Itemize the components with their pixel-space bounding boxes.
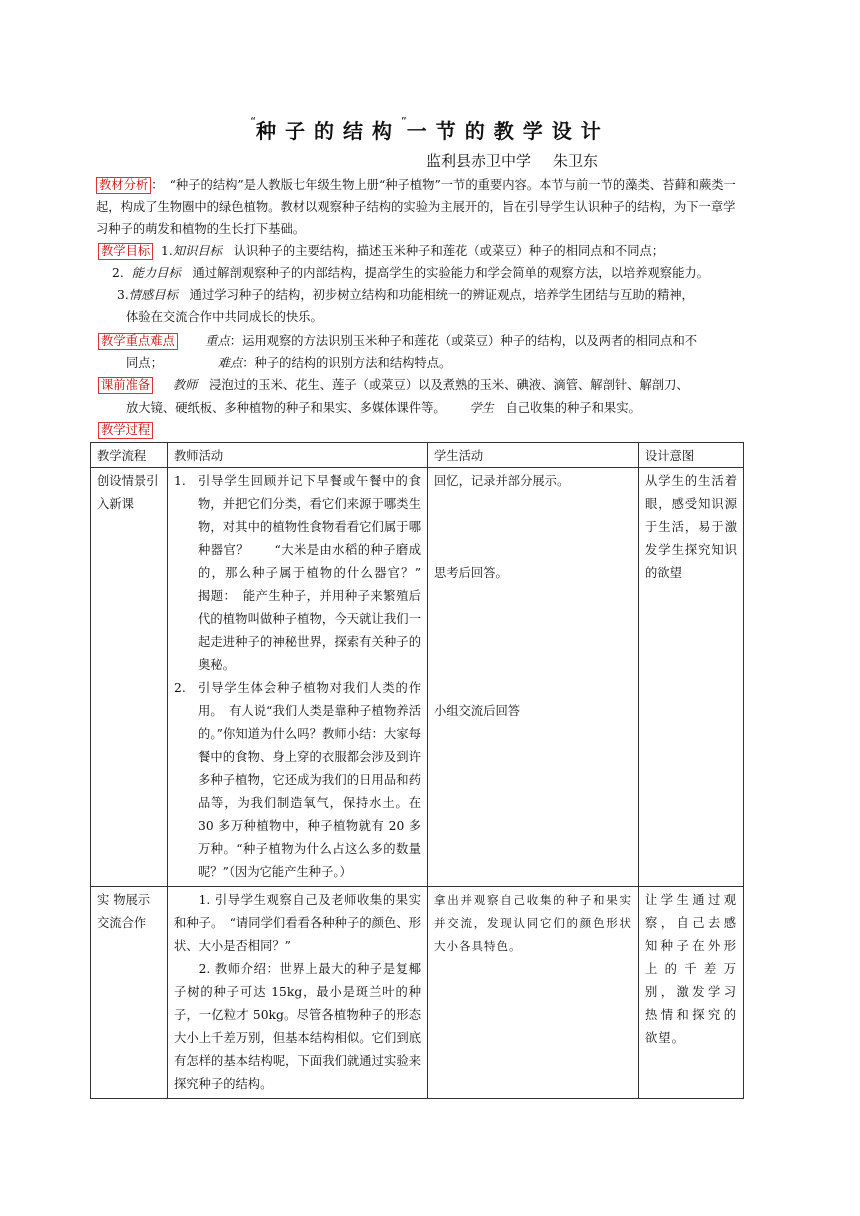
stage-cell: 创设情景引入新课 [91, 468, 168, 887]
title-main: 种子的结构 [256, 119, 401, 143]
stage-cell: 实 物展示交流合作 [91, 887, 168, 1099]
difficult-point-name: 难点 [217, 356, 243, 370]
item-text: 引导学生体会种子植物对我们人类的作用。 有人说“我们人类是靠种子植物养活的。”你知道为什么吗？教师小结：大家每餐中的食物、身上穿的衣服都会涉及到许多种子植物，它还成为我们的日用品和药品等，为我们制造氧气，保持水土。在 30 多万种植物中，种子植物就有 20 多万种。“种子植物为什么占这么多的数量呢？”（因为它能产生种子。） [198, 681, 421, 879]
header-student: 学生活动 [428, 443, 639, 468]
preparation [98, 374, 689, 396]
author-school: 监利县赤卫中学 [426, 152, 532, 170]
intent-cell: 让学生通过观察，自己去感知种子在外形上的千差万别，激发学习热情和探究的欲望。 [639, 887, 744, 1099]
list-item [174, 677, 421, 884]
goal-3-name: 情感目标 [128, 288, 178, 302]
difficult-points [126, 352, 451, 374]
header-teacher: 教师活动 [168, 443, 428, 468]
key-label: 教学重点难点 [98, 333, 178, 350]
prep-teacher-name: 教师 [172, 378, 198, 392]
table-header-row [91, 443, 744, 468]
difficult-point-text: ：种子的结构的识别方法和结构特点。 [242, 356, 452, 370]
goal-3-num: 3. [117, 288, 129, 302]
student-activity: 回忆，记录并部分展示。 [434, 474, 570, 488]
prep-student-name: 学生 [469, 401, 494, 415]
goal-3-cont: 体验在交流合作中共同成长的快乐。 [126, 310, 323, 324]
goal-1-name: 知识目标 [172, 244, 222, 258]
analysis-text: ： “种子的结构”是人教版七年级生物上册“种子植物”一节的重要内容。本节与前一节的藻类、苔藓和蕨类一起，构成了生物圈中的绿色植物。教材以观察种子结构的实验为主展开的，旨在引导学生认识种子的结构，为下一章学习种子的萌发和植物的生长打下基础。 [96, 178, 736, 236]
key-point-name: 重点 [205, 334, 230, 348]
header-intent: 设计意图 [639, 443, 744, 468]
student-cell [428, 468, 639, 887]
key-point-cont: 同点； [126, 356, 163, 370]
goal-1-num: 1. [161, 244, 173, 258]
title-quote-open: “ [250, 115, 256, 128]
page-title [0, 115, 860, 144]
process-table [90, 442, 744, 1099]
teacher-cell [168, 468, 434, 887]
goal-1-text: 认识种子的主要结构，描述玉米种子和莲花（或菜豆）种子的相同点和不同点； [233, 244, 665, 258]
goal-1 [98, 240, 664, 262]
goal-2-name: 能力目标 [131, 266, 181, 280]
prep-teacher-text: 浸泡过的玉米、花生、莲子（或菜豆）以及煮熟的玉米、碘液、滴管、解剖针、解剖刀、 [209, 378, 689, 392]
table-row [91, 887, 744, 1099]
intent-cell: 从学生的生活着眼，感受知识源于生活，易于激发学生探究知识的欲望 [639, 468, 744, 887]
prep-label: 课前准备 [98, 377, 153, 394]
preparation-cont [126, 397, 641, 419]
header-stage: 教学流程 [91, 443, 168, 468]
item-num: 1. [174, 474, 186, 488]
student-activity: 思考后回答。 [434, 566, 508, 580]
item-num: 2. [174, 681, 186, 695]
teacher-activity: 2. 教师介绍：世界上最大的种子是复椰子树的种子可达 15kg，最小是斑兰叶的种子，一亿粒才 50kg。尽管各植物种子的形态大小上千差万别，但基本结构相似。它们到底有怎样的基本结构呢，下面我们就通过实验来探究种子的结构。 [174, 962, 421, 1091]
process-label: 教学过程 [98, 422, 153, 439]
title-quote-close: ” [401, 115, 407, 128]
key-point-text: ：运用观察的方法识别玉米种子和莲花（或菜豆）种子的结构，以及两者的相同点和不 [229, 334, 698, 348]
process-heading [98, 419, 153, 441]
title-rest: 一节的教学设计 [406, 119, 610, 143]
goal-2-num: 2. [112, 266, 124, 280]
table-row [91, 468, 744, 887]
analysis-label: 教材分析 [96, 177, 151, 194]
author-line [426, 150, 620, 171]
prep-student-text: 自己收集的种子和果实。 [505, 401, 641, 415]
analysis-paragraph [96, 174, 746, 240]
student-activity: 小组交流后回答 [434, 704, 521, 718]
student-cell: 拿出并观察自己收集的种子和果实并交流，发现认同它们的颜色形状大小各具特色。 [428, 887, 639, 1099]
teacher-activity: 1. 引导学生观察自己及老师收集的果实和种子。 “请同学们看看各种种子的颜色、形状、大小是否相同？” [174, 893, 421, 953]
goal-2-text: 通过解剖观察种子的内部结构，提高学生的实验能力和学会简单的观察方法，以培养观察能力。 [192, 266, 709, 280]
item-text: 引导学生回顾并记下早餐或午餐中的食物，并把它们分类，看它们来源于哪类生物，对其中的植物性食物看看它们属于哪种器官？ “大米是由水稻的种子磨成的，那么种子属于植物的什么器官？” 揭题： 能产生种子，并用种子来繁殖后代的植物叫做种子植物，今天就让我们一起走进种子的神秘世界，探索有关种子的奥秘。 [198, 474, 434, 672]
teacher-cell [168, 887, 428, 1099]
prep-teacher-cont: 放大镜、硬纸板、多种植物的种子和果实、多媒体课件等。 [126, 401, 446, 415]
list-item [174, 470, 434, 677]
goal-2 [112, 262, 709, 284]
goal-3 [117, 284, 694, 306]
goal-3-text: 通过学习种子的结构，初步树立结构和功能相统一的辨证观点，培养学生团结与互助的精神， [189, 288, 694, 302]
key-points [98, 330, 697, 352]
goals-label: 教学目标 [98, 243, 153, 260]
author-name: 朱卫东 [553, 152, 599, 170]
